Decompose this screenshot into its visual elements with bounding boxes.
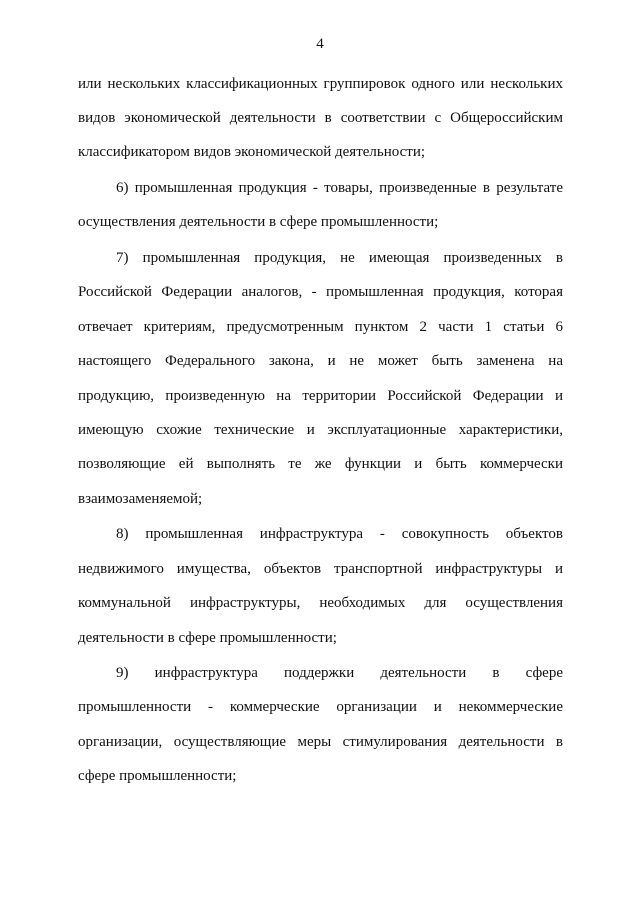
text-line: недвижимого имущества, объектов транспортной инфраструктуры и	[78, 561, 563, 577]
text-line: деятельности в сфере промышленности;	[78, 630, 337, 646]
text-line: настоящего Федерального закона, и не может быть заменена на	[78, 353, 563, 369]
text-line: взаимозаменяемой;	[78, 491, 203, 507]
text-line: 6) промышленная продукция - товары, произведенные в результате	[116, 180, 563, 196]
text-line: классификатором видов экономической деятельности;	[78, 144, 426, 160]
text-line: сфере промышленности;	[78, 768, 237, 784]
text-line: отвечает критериям, предусмотренным пунктом 2 части 1 статьи 6	[78, 319, 563, 335]
text-line: 7) промышленная продукция, не имеющая произведенных в	[116, 250, 563, 266]
text-line: видов экономической деятельности в соответствии с Общероссийским	[78, 110, 563, 126]
text-line: осуществления деятельности в сфере промышленности;	[78, 214, 439, 230]
text-line: или нескольких классификационных группировок одного или нескольких	[78, 76, 563, 92]
text-line: имеющую схожие технические и эксплуатационные характеристики,	[78, 422, 563, 438]
text-line: продукцию, произведенную на территории Российской Федерации и	[78, 388, 563, 404]
text-line: Российской Федерации аналогов, - промышленная продукция, которая	[78, 284, 563, 300]
text-line: коммунальной инфраструктуры, необходимых для осуществления	[78, 595, 563, 611]
text-line: промышленности - коммерческие организации и некоммерческие	[78, 699, 563, 715]
text-line: организации, осуществляющие меры стимулирования деятельности в	[78, 734, 563, 750]
page-number: 4	[316, 36, 324, 52]
text-line: позволяющие ей выполнять те же функции и быть коммерчески	[78, 456, 563, 472]
text-line: 8) промышленная инфраструктура - совокупность объектов	[116, 526, 563, 542]
text-line: 9) инфраструктура поддержки деятельности в сфере	[116, 665, 563, 681]
